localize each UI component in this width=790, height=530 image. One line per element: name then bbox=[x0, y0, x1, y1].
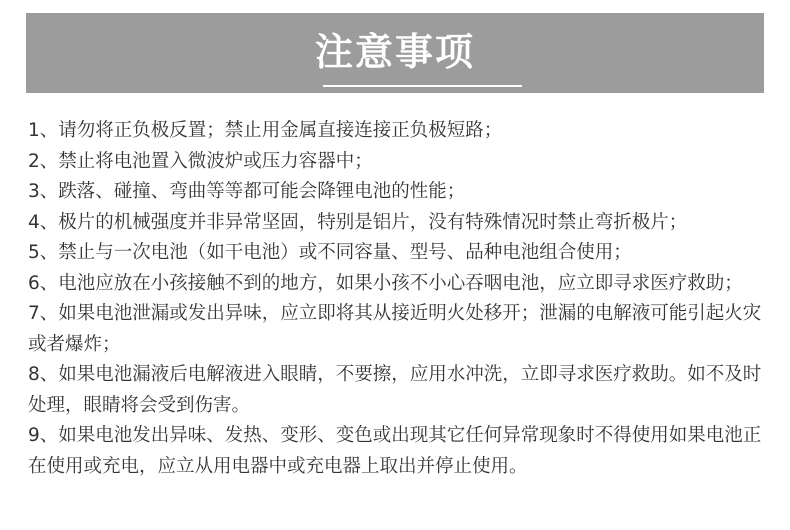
precaution-item-8: 8、如果电池漏液后电解液进入眼睛，不要擦，应用水冲洗，立即寻求医疗救助。如不及时处理，眼睛将会受到伤害。 bbox=[28, 364, 762, 416]
precaution-item-4: 4、极片的机械强度并非异常坚固，特别是铝片，没有特殊情况时禁止弯折极片； bbox=[28, 211, 688, 233]
precaution-item-1: 1、请勿将正负极反置；禁止用金属直接连接正负极短路； bbox=[28, 120, 503, 141]
precaution-item-7: 7、如果电池泄漏或发出异味，应立即将其从接近明火处移开；泄漏的电解液可能引起火灾或者爆炸； bbox=[28, 303, 762, 355]
page-title: 注意事项 bbox=[314, 30, 475, 74]
precautions-list bbox=[28, 116, 768, 482]
precaution-item-6: 6、电池应放在小孩接触不到的地方，如果小孩不小心吞咽电池，应立即寻求医疗救助； bbox=[28, 272, 743, 294]
precaution-item-9: 9、如果电池发出异味、发热、变形、变色或出现其它任何异常现象时不得使用如果电池正在使用或充电，应立从用电器中或充电器上取出并停止使用。 bbox=[28, 425, 762, 477]
precaution-item-2: 2、禁止将电池置入微波炉或压力容器中； bbox=[28, 150, 373, 172]
title-banner bbox=[26, 13, 764, 93]
precaution-item-5: 5、禁止与一次电池（如干电池）或不同容量、型号、品种电池组合使用； bbox=[28, 242, 632, 263]
precaution-item-3: 3、跌落、碰撞、弯曲等等都可能会降锂电池的性能； bbox=[28, 181, 466, 202]
title-underline bbox=[323, 85, 522, 87]
